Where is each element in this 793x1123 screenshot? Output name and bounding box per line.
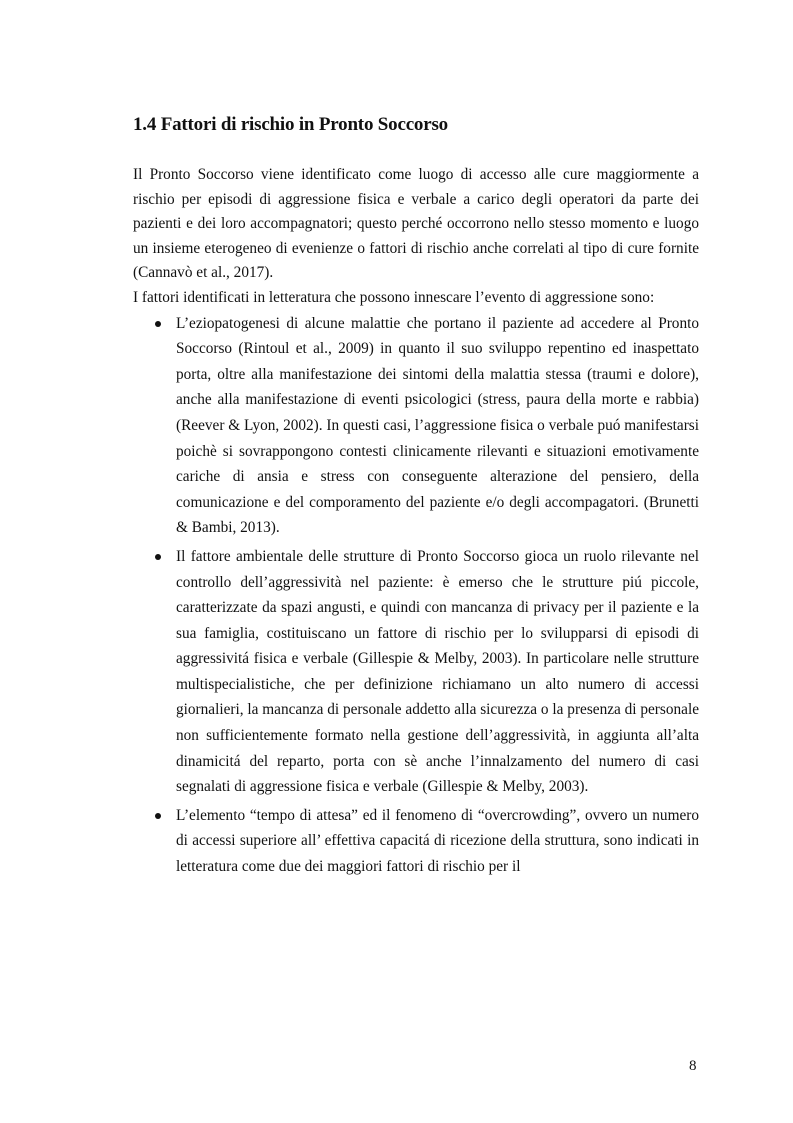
section-body xyxy=(133,163,699,880)
list-item-text: Il fattore ambientale delle strutture di Pronto Soccorso gioca un ruolo rilevante nel controllo dell’aggressività nel paziente: è emerso che le strutture piú piccole, caratterizzate da spazi angusti, e quindi con mancanza di privacy per il paziente e la sua famiglia, costituiscano un fattore di rischio per lo svilupparsi di episodi di aggressivitá fisica e verbale (Gillespie & Melby, 2003). In particolare nelle strutture multispecialistiche, che per definizione richiamano un alto numero di accessi giornalieri, la mancanza di personale addetto alla sicurezza o la presenza di personale non sufficientemente formato nella gestione dell’aggressività, in aggiunta all’alta dinamicitá del reparto, porta con sè anche l’innalzamento del numero di casi segnalati di aggressione fisica e verbale (Gillespie & Melby, 2003). xyxy=(176,547,699,796)
list-item xyxy=(133,803,699,880)
list-item xyxy=(133,544,699,800)
bullet-icon xyxy=(155,813,161,819)
list-intro: I fattori identificati in letteratura che possono innescare l’evento di aggressione sono: xyxy=(133,288,655,306)
bullet-icon xyxy=(155,554,161,560)
list-item-text: L’eziopatogenesi di alcune malattie che portano il paziente ad accedere al Pronto Soccorso (Rintoul et al., 2009) in quanto il suo sviluppo repentino ed inaspettato porta, oltre alla manifestazione dei sintomi della malattia stessa (traumi e dolore), anche alla manifestazione di eventi psicologici (stress, paura della morte e rabbia) (Reever & Lyon, 2002). In questi casi, l’aggressione fisica o verbale puó manifestarsi poichè si sovrappongono contesti clinicamente rilevanti e situazioni emotivamente cariche di ansia e stress con conseguente alterazione del pensiero, della comunicazione e del comporamento del paziente e/o degli accompagatori. (Brunetti & Bambi, 2013). xyxy=(176,314,699,537)
intro-paragraph: Il Pronto Soccorso viene identificato come luogo di accesso alle cure maggiormente a rischio per episodi di aggressione fisica e verbale a carico degli operatori da parte dei pazienti e dei loro accompagnatori; questo perché occorrono nello stesso momento e luogo un insieme eterogeneo di evenienze o fattori di rischio anche correlati al tipo di cure fornite (Cannavò et al., 2017). xyxy=(133,166,699,282)
section-heading: 1.4 Fattori di rischio in Pronto Soccorso xyxy=(133,114,448,135)
page-number: 8 xyxy=(689,1058,697,1074)
list-item-text: L’elemento “tempo di attesa” ed il fenomeno di “overcrowding”, ovvero un numero di accessi superiore all’ effettiva capacitá di ricezione della struttura, sono indicati in letteratura come due dei maggiori fattori di rischio per il xyxy=(176,806,699,876)
bullet-icon xyxy=(155,321,161,327)
list-item xyxy=(133,311,699,541)
risk-factors-list xyxy=(133,311,699,880)
